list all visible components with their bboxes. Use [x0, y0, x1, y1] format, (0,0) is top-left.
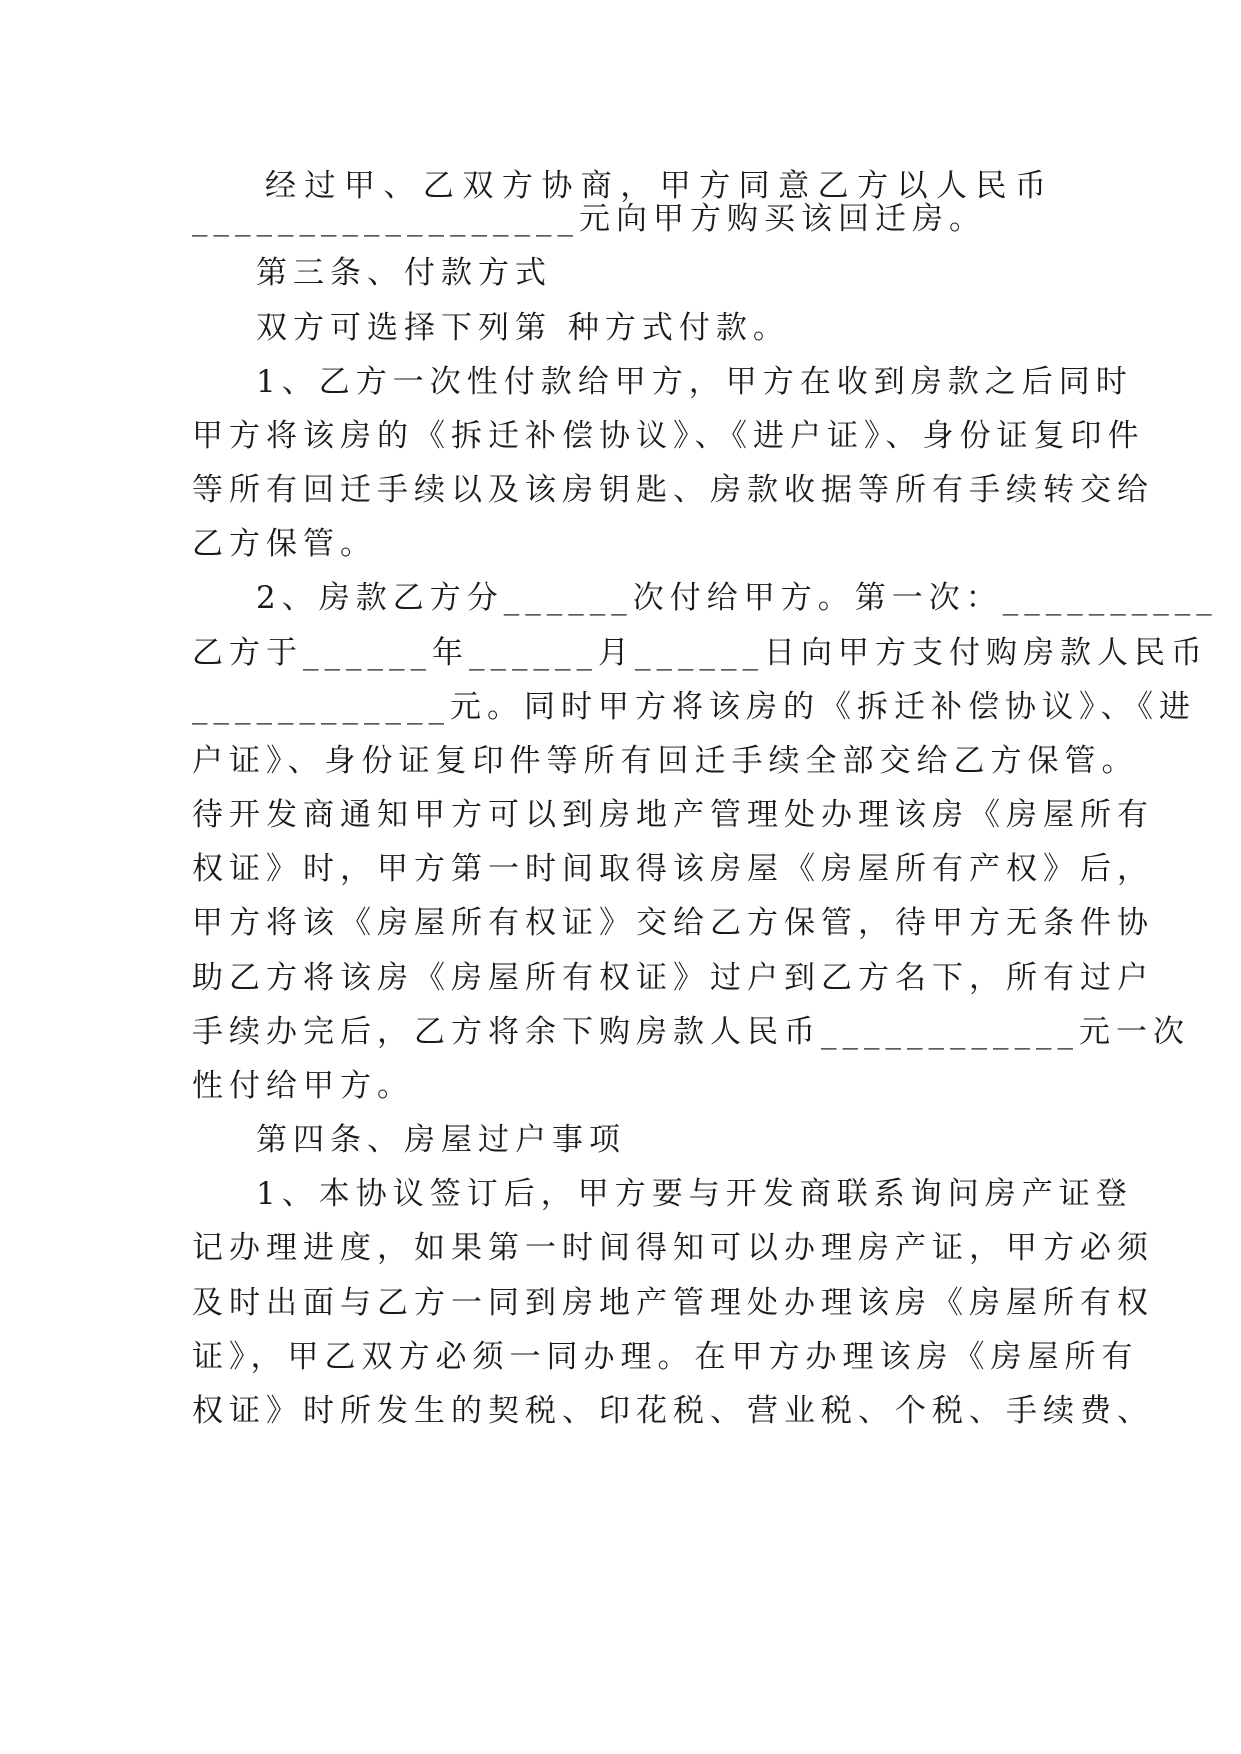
paragraph-line: 待开发商通知甲方可以到房地产管理处办理该房《房屋所有 [192, 797, 1154, 833]
paragraph-line: __________________元向甲方购买该回迁房。 [192, 201, 986, 237]
paragraph-line: 户证》、身份证复印件等所有回迁手续全部交给乙方保管。 [192, 743, 1139, 779]
paragraph-line: ____________元。同时甲方将该房的《拆迁补偿协议》、《进 [192, 689, 1196, 725]
paragraph-line: 记办理进度，如果第一时间得知可以办理房产证，甲方必须 [192, 1230, 1154, 1266]
paragraph-line: 权证》时所发生的契税、印花税、营业税、个税、手续费、 [192, 1393, 1154, 1429]
paragraph-line: 权证》时，甲方第一时间取得该房屋《房屋所有产权》后， [192, 851, 1154, 887]
section-heading: 第三条、付款方式 [256, 255, 552, 291]
paragraph-line: 乙方保管。 [192, 526, 377, 562]
paragraph-line: 2、房款乙方分______次付给甲方。第一次：__________ [256, 580, 1218, 616]
section-heading: 第四条、房屋过户事项 [256, 1122, 626, 1158]
paragraph-line: 双方可选择下列第 种方式付款。 [256, 310, 790, 346]
paragraph-line: 甲方将该《房屋所有权证》交给乙方保管，待甲方无条件协 [192, 905, 1154, 941]
paragraph-line: 乙方于______年______月______日向甲方支付购房款人民币 [192, 635, 1208, 671]
paragraph-line: 1、本协议签订后，甲方要与开发商联系询问房产证登 [256, 1176, 1133, 1212]
paragraph-line: 手续办完后，乙方将余下购房款人民币____________元一次 [192, 1014, 1190, 1050]
paragraph-line: 1、乙方一次性付款给甲方，甲方在收到房款之后同时 [256, 364, 1133, 400]
paragraph-line: 助乙方将该房《房屋所有权证》过户到乙方名下，所有过户 [192, 960, 1154, 996]
paragraph-line: 性付给甲方。 [192, 1068, 414, 1104]
paragraph-line: 证》，甲乙双方必须一同办理。在甲方办理该房《房屋所有 [192, 1339, 1139, 1375]
paragraph-line: 经过甲、乙双方协商，甲方同意乙方以人民币 [265, 168, 1052, 204]
paragraph-line: 等所有回迁手续以及该房钥匙、房款收据等所有手续转交给 [192, 472, 1154, 508]
paragraph-line: 及时出面与乙方一同到房地产管理处办理该房《房屋所有权 [192, 1285, 1154, 1321]
paragraph-line: 甲方将该房的《拆迁补偿协议》、《进户证》、身份证复印件 [192, 418, 1145, 454]
